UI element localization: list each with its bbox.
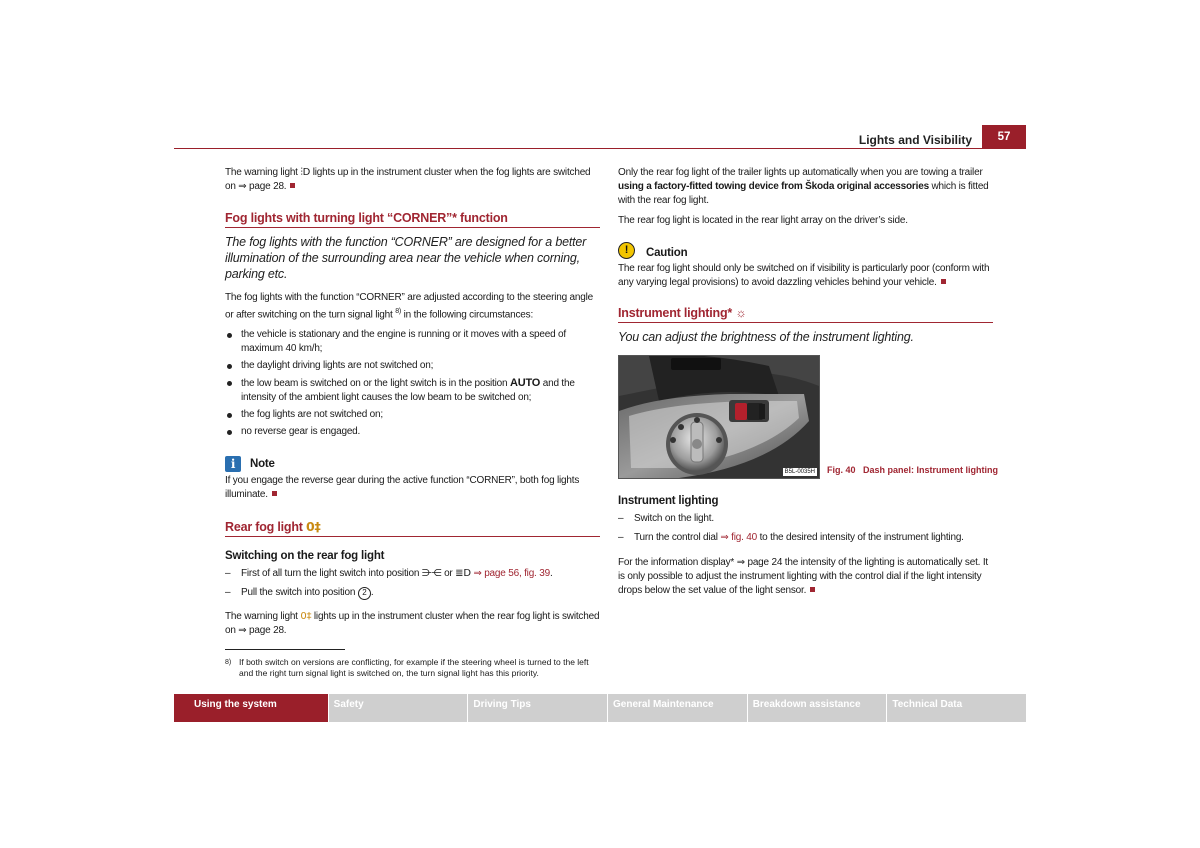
rear-fog-light-icon: 0‡	[306, 519, 321, 535]
chapter-title: Lights and Visibility	[858, 133, 972, 147]
list-item: the low beam is switched on or the light switch is in the position AUTO and the intensity of the ambient light causes the low beam to be switched on;	[225, 376, 600, 405]
instrument-lighting-heading: Instrument lighting* ☼	[618, 306, 993, 323]
tab-using-the-system[interactable]: Using the system	[174, 694, 328, 722]
footnote-rule	[225, 649, 345, 650]
end-marker	[810, 587, 815, 592]
list-item: the daylight driving lights are not switched on;	[225, 359, 600, 373]
step-item: – Switch on the light.	[618, 512, 993, 526]
note-text: If you engage the reverse gear during the active function “CORNER”, both fog lights illuminate.	[225, 475, 580, 501]
footnote-ref[interactable]: 8)	[395, 308, 402, 315]
tab-technical-data[interactable]: Technical Data	[887, 694, 1026, 722]
information-display-paragraph: For the information display* ⇒ page 24 the intensity of the lighting is automatically set. It is only possible to adjust the instrument lighting with the control dial if the light intensity drops below the set value of the light sensor.	[618, 557, 988, 596]
section-nav	[174, 694, 1026, 722]
instrument-lighting-subheading: Instrument lighting	[618, 495, 719, 507]
fog-corner-paragraph: The fog lights with the function “CORNER” are adjusted according to the steering angle or after switching on the turn signal light $^{8)}$ in the following circumstances:	[225, 292, 594, 321]
figure-caption: Fig. 40 Dash panel: Instrument lighting	[827, 465, 999, 475]
list-item: the fog lights are not switched on;	[225, 408, 600, 422]
tab-breakdown-assistance[interactable]: Breakdown assistance	[748, 694, 887, 722]
list-item: the vehicle is stationary and the engine is running or it moves with a speed of maximum 40 km/h;	[225, 328, 600, 356]
header-rule	[174, 148, 1026, 149]
footnote: 8) If both switch on versions are conflicting, for example if the steering wheel is turned to the left and the right turn signal light is switched on, the turn signal light has this priority.	[225, 657, 589, 678]
caution-title: Caution	[646, 247, 688, 259]
right-column	[618, 166, 993, 345]
dash-panel-illustration	[619, 356, 819, 478]
fog-light-icon: ⫶D	[300, 167, 311, 178]
caution-text: The rear fog light should only be switched on if visibility is particularly poor (conform with any varying legal provisions) to avoid dazzling vehicles behind your vehicle.	[618, 263, 990, 288]
fog-warning-paragraph: The warning light ⫶D lights up in the instrument cluster when the fog lights are switched on ⇒ page 28.	[225, 167, 591, 192]
figure-code: B5L-0035H	[784, 469, 815, 475]
fog-corner-heading: Fog lights with turning light “CORNER”* function	[225, 211, 600, 228]
tab-general-maintenance[interactable]: General Maintenance	[608, 694, 747, 722]
note-info-icon: i	[225, 456, 241, 472]
end-marker	[290, 183, 295, 188]
step-item: – Pull the switch into position 2 .	[225, 586, 600, 600]
conditions-list	[225, 328, 600, 439]
dash-panel-figure	[618, 355, 820, 479]
end-marker	[941, 279, 946, 284]
low-beam-icon: ≣D	[455, 568, 471, 580]
fig-40-link[interactable]: ⇒ fig. 40	[720, 532, 758, 543]
left-column	[225, 166, 600, 638]
step-item: – Turn the control dial ⇒ fig. 40 to the desired intensity of the instrument lighting.	[618, 531, 993, 545]
rear-fog-warning-icon: 0‡	[300, 611, 312, 623]
tab-safety[interactable]: Safety	[329, 694, 468, 722]
right-column-lower	[618, 494, 993, 598]
tab-driving-tips[interactable]: Driving Tips	[468, 694, 607, 722]
switching-heading: Switching on the rear fog light	[225, 550, 385, 563]
location-paragraph: The rear fog light is located in the rear light array on the driver’s side.	[618, 215, 908, 226]
page-number: 57	[982, 125, 1026, 149]
end-marker	[272, 491, 277, 496]
note-title: Note	[250, 458, 275, 471]
rear-fog-heading: Rear fog light 0‡	[225, 520, 600, 537]
side-light-icon: ⋺⋲	[421, 568, 442, 580]
note-header	[225, 456, 600, 472]
list-item: no reverse gear is engaged.	[225, 425, 600, 439]
auto-label: AUTO	[509, 377, 541, 390]
rear-fog-warning-paragraph: The warning light 0‡ lights up in the instrument cluster when the rear fog light is switched on ⇒ page 28.	[225, 611, 600, 637]
instrument-lighting-icon: ☼	[735, 306, 747, 320]
page-56-link[interactable]: ⇒ page 56, fig. 39	[473, 568, 550, 580]
figure-number: Fig. 40	[827, 465, 856, 475]
fog-corner-intro: The fog lights with the function “CORNER” are designed for a better illumination of the surrounding area near the vehicle when corning, parking etc.	[225, 235, 587, 281]
trailer-paragraph: Only the rear fog light of the trailer lights up automatically when you are towing a trailer using a factory-fitted towing device from Škoda original accessories which is fitted with the rear fog light.	[618, 167, 989, 206]
caution-header	[618, 240, 993, 260]
instrument-lighting-intro: You can adjust the brightness of the instrument lighting.	[618, 330, 914, 344]
caution-icon: !	[618, 242, 635, 259]
position-callout: 2	[358, 587, 371, 600]
step-item: – First of all turn the light switch into position ⋺⋲ or ≣D ⇒ page 56, fig. 39.	[225, 567, 600, 581]
